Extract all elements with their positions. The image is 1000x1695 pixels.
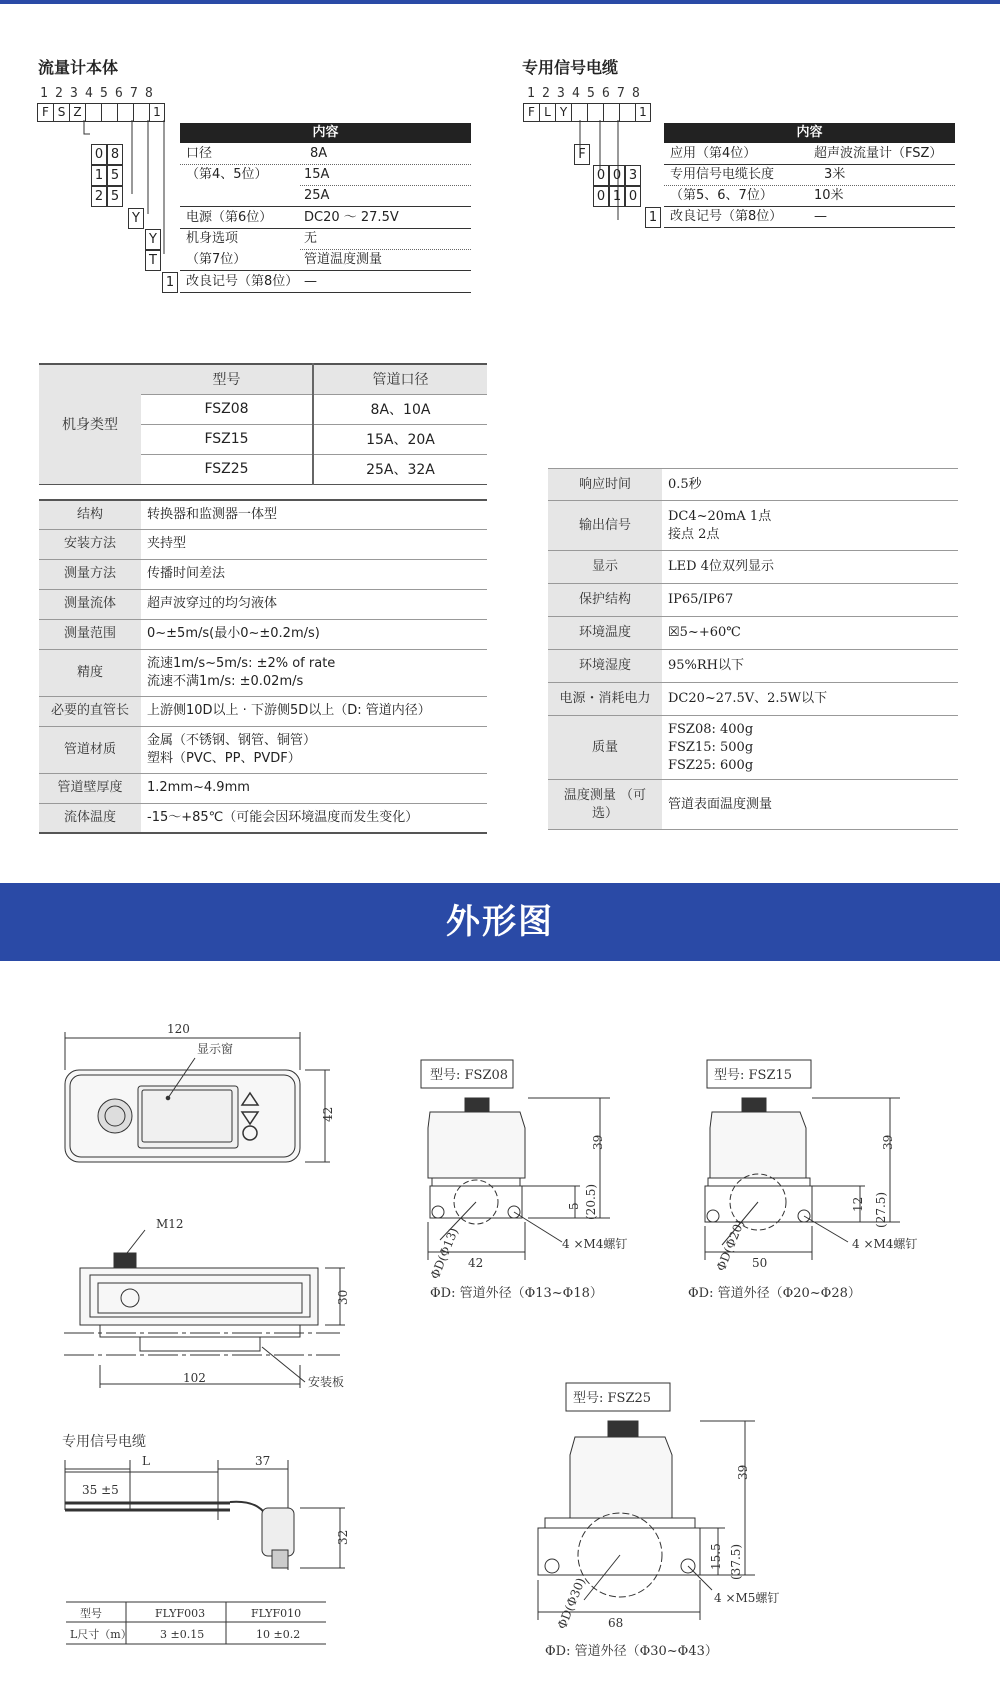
spec-value: 0.5秒 (662, 469, 958, 501)
dim-label: (37.5) (729, 1543, 743, 1580)
body-code-boxes: F S Z 1 (37, 103, 165, 122)
spec-value: 0~±5m/s(最小0~±0.2m/s) (141, 619, 487, 649)
dim-label: ΦD(Φ20) (713, 1217, 747, 1274)
spec-value: 转换器和监测器一体型 (141, 500, 487, 529)
spec-label: 测量流体 (39, 589, 141, 619)
body-code-title: 流量计本体 (38, 58, 119, 77)
spec-value: -15～+85℃（可能会因环境温度而发生变化） (141, 803, 487, 833)
note-label: ΦD: 管道外径（Φ13~Φ18） (430, 1286, 603, 1301)
code-digit: F (574, 144, 590, 165)
dim-label: 32 (336, 1529, 350, 1545)
spec-value: DC4~20mA 1点 (668, 508, 772, 524)
spec-label: 测量范围 (39, 619, 141, 649)
body-code-positions: 1 2 3 4 5 6 7 8 (40, 86, 153, 101)
cable-code-header: 内容 (664, 123, 955, 143)
note-label: ΦD: 管道外径（Φ30~Φ43） (545, 1644, 718, 1659)
code-digit: 0 (609, 165, 625, 186)
spec-value: 95%RH以下 (662, 650, 958, 683)
cable-table-cell: 3 ±0.15 (160, 1628, 205, 1641)
top-accent-bar (0, 0, 1000, 4)
cable-code-title: 专用信号电缆 (522, 58, 619, 77)
dim-label: 安装板 (308, 1375, 345, 1389)
code-digit: 5 (107, 165, 123, 186)
spec-label: 安装方法 (39, 529, 141, 559)
cable-code-positions: 1 2 3 4 5 6 7 8 (527, 86, 640, 101)
spec-left-table (39, 499, 487, 834)
spec-value: IP65/IP67 (662, 584, 958, 617)
dim-label: (27.5) (874, 1191, 888, 1228)
spec-value: 流速1m/s~5m/s: ±2% of rate (147, 655, 336, 671)
spec-value: 金属（不锈钢、钢管、铜管） (147, 732, 317, 748)
spec-label: 电源・消耗电力 (548, 683, 662, 716)
code-digit: Y (128, 208, 144, 229)
code-digit: 1 (609, 186, 625, 207)
code-digit: 0 (593, 165, 609, 186)
model-cell: FSZ15 (141, 424, 313, 454)
section-title: 外形图 (0, 883, 1000, 961)
cable-table-cell: L尺寸（m） (70, 1628, 132, 1641)
dim-label: 5 (567, 1202, 581, 1210)
model-label: 型号: FSZ08 (430, 1068, 509, 1083)
dimension-drawings (0, 990, 1000, 1695)
body-row: 电源（第6位） DC20 ～ 27.5V (180, 208, 471, 229)
model-cell: FSZ25 (141, 454, 313, 484)
cable-title: 专用信号电缆 (62, 1434, 146, 1450)
dim-label: 显示窗 (197, 1042, 234, 1056)
spec-value: 管道表面温度测量 (662, 780, 958, 830)
dim-label: 30 (336, 1289, 350, 1305)
model-label: 型号: FSZ25 (573, 1391, 652, 1406)
spec-value: FSZ25: 600g (668, 757, 754, 773)
spec-label: 质量 (548, 716, 662, 780)
body-row: （第7位） 管道温度测量 (180, 250, 471, 271)
code-digit: 1 (162, 272, 178, 293)
spec-value: 流速不满1m/s: ±0.02m/s (147, 673, 304, 689)
dim-label: 68 (608, 1616, 624, 1630)
dim-label: 50 (752, 1256, 768, 1270)
code-digit: 0 (625, 186, 641, 207)
body-row: 机身选项 无 (186, 231, 318, 246)
dim-label: 39 (881, 1134, 895, 1150)
code-digit: 5 (107, 186, 123, 207)
spec-value: ☒5~+60℃ (662, 617, 958, 650)
body-row: （第4、5位） 15A (186, 167, 330, 182)
dim-label: 12 (851, 1196, 865, 1212)
code-digit: Y (145, 229, 161, 250)
col-bore: 管道口径 (313, 364, 487, 394)
bore-cell: 8A、10A (313, 394, 487, 424)
dim-label: 4 ×M5螺钉 (714, 1591, 780, 1605)
dim-label: M12 (156, 1217, 184, 1231)
dim-label: L (142, 1454, 150, 1468)
spec-label: 测量方法 (39, 559, 141, 589)
body-type-label: 机身类型 (39, 364, 141, 484)
spec-label: 结构 (39, 500, 141, 529)
dim-label: 4 ×M4螺钉 (562, 1237, 628, 1251)
spec-value: DC20~27.5V、2.5W以下 (662, 683, 958, 716)
dim-label: 35 ±5 (82, 1483, 119, 1497)
dim-label: 42 (321, 1106, 335, 1122)
spec-value: FSZ08: 400g (668, 721, 754, 737)
model-label: 型号: FSZ15 (714, 1068, 793, 1083)
spec-value: 夹持型 (141, 529, 487, 559)
body-type-table (39, 363, 487, 485)
dim-label: 120 (167, 1022, 190, 1036)
cable-row: 应用（第4位） 超声波流量计（FSZ） (664, 144, 955, 165)
dim-label: 15.5 (709, 1543, 723, 1570)
note-label: ΦD: 管道外径（Φ20~Φ28） (688, 1286, 861, 1301)
body-row: 改良记号（第8位） — (180, 272, 471, 293)
model-cell: FSZ08 (141, 394, 313, 424)
spec-label: 显示 (548, 551, 662, 584)
cable-table-cell: FLYF003 (155, 1607, 206, 1620)
code-digit: 0 (91, 144, 107, 165)
code-digit: 0 (593, 186, 609, 207)
spec-value: 1.2mm~4.9mm (141, 773, 487, 803)
spec-value: 上游侧10D以上 · 下游侧5D以上（D: 管道内径） (141, 696, 487, 726)
cable-row: （第5、6、7位） 10米 (664, 186, 955, 207)
spec-value: FSZ15: 500g (668, 739, 754, 755)
code-digit: 1 (645, 207, 661, 228)
spec-label: 流体温度 (39, 803, 141, 833)
dim-label: 4 ×M4螺钉 (852, 1237, 918, 1251)
bore-cell: 25A、32A (313, 454, 487, 484)
cable-row: 专用信号电缆长度 3米 (664, 165, 955, 186)
dim-label: 39 (591, 1134, 605, 1150)
code-digit: 8 (107, 144, 123, 165)
code-digit: 1 (91, 165, 107, 186)
body-row: 口径 8A (180, 144, 471, 165)
spec-label: 管道材质 (39, 726, 141, 773)
cable-row: 改良记号（第8位） — (664, 207, 955, 228)
dim-label: 39 (736, 1464, 750, 1480)
dim-label: 42 (468, 1256, 484, 1270)
spec-value: LED 4位双列显示 (662, 551, 958, 584)
code-digit: T (145, 250, 161, 271)
spec-value: 超声波穿过的均匀液体 (141, 589, 487, 619)
spec-label: 响应时间 (548, 469, 662, 501)
code-digit: 3 (625, 165, 641, 186)
spec-label: 环境温度 (548, 617, 662, 650)
spec-label: 管道壁厚度 (39, 773, 141, 803)
body-code-header: 内容 (180, 123, 471, 143)
bore-cell: 15A、20A (313, 424, 487, 454)
code-digit: 2 (91, 186, 107, 207)
dim-label: 37 (255, 1454, 271, 1468)
dim-label: ΦD(Φ30) (554, 1575, 588, 1632)
spec-label: 环境湿度 (548, 650, 662, 683)
spec-right-table (548, 468, 958, 830)
spec-label: 精度 (39, 649, 141, 696)
spec-value: 接点 2点 (668, 526, 720, 542)
spec-label: 温度测量 （可选） (548, 780, 662, 830)
cable-table-cell: FLYF010 (251, 1607, 302, 1620)
dim-label: (20.5) (584, 1183, 598, 1220)
cable-code-boxes: F L Y 1 (523, 103, 651, 122)
spec-label: 必要的直管长 (39, 696, 141, 726)
cable-table-cell: 10 ±0.2 (256, 1628, 301, 1641)
body-row: 25A (180, 186, 471, 207)
cable-table-cell: 型号 (80, 1607, 102, 1620)
spec-label: 输出信号 (548, 501, 662, 551)
spec-label: 保护结构 (548, 584, 662, 617)
dim-label: 102 (183, 1371, 206, 1385)
spec-value: 塑料（PVC、PP、PVDF） (147, 750, 301, 766)
dim-label: ΦD(Φ13) (427, 1225, 461, 1282)
spec-value: 传播时间差法 (141, 559, 487, 589)
col-model: 型号 (141, 364, 313, 394)
